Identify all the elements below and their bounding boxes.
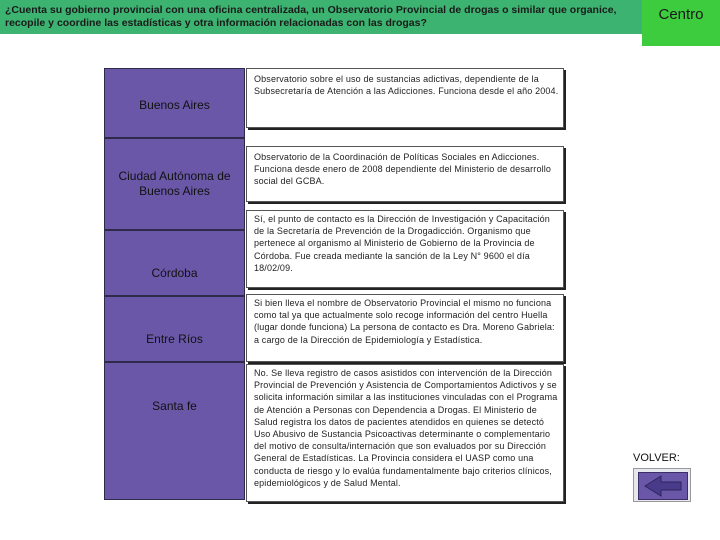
description-text: Observatorio de la Coordinación de Políticas Sociales en Adicciones. Funciona desde enero de 2008 dependiente del Ministerio de desarrollo social del GCBA. — [254, 152, 552, 187]
province-cell-buenos-aires — [104, 68, 245, 138]
back-arrow-icon — [639, 473, 687, 499]
description-cell-entre-rios — [246, 294, 564, 362]
province-name: Buenos Aires — [139, 97, 210, 112]
description-text: No. Se lleva registro de casos asistidos con intervención de la Dirección Provincial de Prevención y Asistencia de Comportamientos Adictivos y se solicita información similar a las instituciones vinculadas con el Programa de Atención a Personas con Dependencia a Drogas. El Ministerio de Salud registra los datos de pacientes atendidos en quienes se detectó Uso Abusivo de Sustancia Psicoactivas determinante o complementario del motivo de consulta/internación que son evaluados por su Dirección General de Estadísticas. La Provincia considera el UASP como una conducta de riesgo y lo evalúa fundamentalmente bajo criterios clínicos, epidemiológicos y de Salud Mental. — [254, 368, 558, 488]
province-cell-caba — [104, 138, 245, 230]
description-text: Observatorio sobre el uso de sustancias adictivas, dependiente de la Subsecretaría de Atención a las Adicciones. Funciona desde el año 2004. — [254, 74, 559, 97]
province-name: Córdoba — [151, 266, 198, 280]
province-name: Entre Ríos — [146, 332, 203, 346]
description-cell-buenos-aires — [246, 68, 564, 128]
description-cell-santa-fe — [246, 364, 564, 502]
description-cell-cordoba — [246, 210, 564, 288]
region-badge — [642, 0, 720, 46]
description-text: Si bien lleva el nombre de Observatorio Provincial el mismo no funciona como tal ya que actualmente solo recoge información del centro Huella (lugar donde funciona) La persona de contacto es Dra. Moreno Gabriela: a cargo de la Dirección de Epidemiología y Estadística. — [254, 298, 555, 345]
description-cell-caba — [246, 146, 564, 202]
province-cell-entre-rios — [104, 296, 245, 362]
region-label: Centro — [658, 6, 704, 23]
province-cell-cordoba — [104, 230, 245, 296]
volver-label: VOLVER: — [633, 452, 680, 464]
volver-button[interactable] — [633, 468, 691, 502]
province-name: Ciudad Autónoma de Buenos Aires — [118, 169, 231, 198]
province-name: Santa fe — [152, 399, 197, 413]
back-button-face — [638, 472, 688, 500]
question-text: ¿Cuenta su gobierno provincial con una oficina centralizada, un Observatorio Provincial de drogas o similar que organice, recopile y coordine las estadísticas y otra información relacionadas con las drogas? — [5, 4, 617, 29]
description-text: Sí, el punto de contacto es la Dirección de Investigación y Capacitación de la Secretaría de Prevención de la Drogadicción. Organismo que pertenece al organismo al Ministerio de Gobierno de la Provincia de Córdoba. Fue creada mediante la sanción de la Ley N° 9600 el día 18/02/09. — [254, 214, 550, 273]
province-cell-santa-fe — [104, 362, 245, 500]
question-header — [0, 0, 642, 34]
